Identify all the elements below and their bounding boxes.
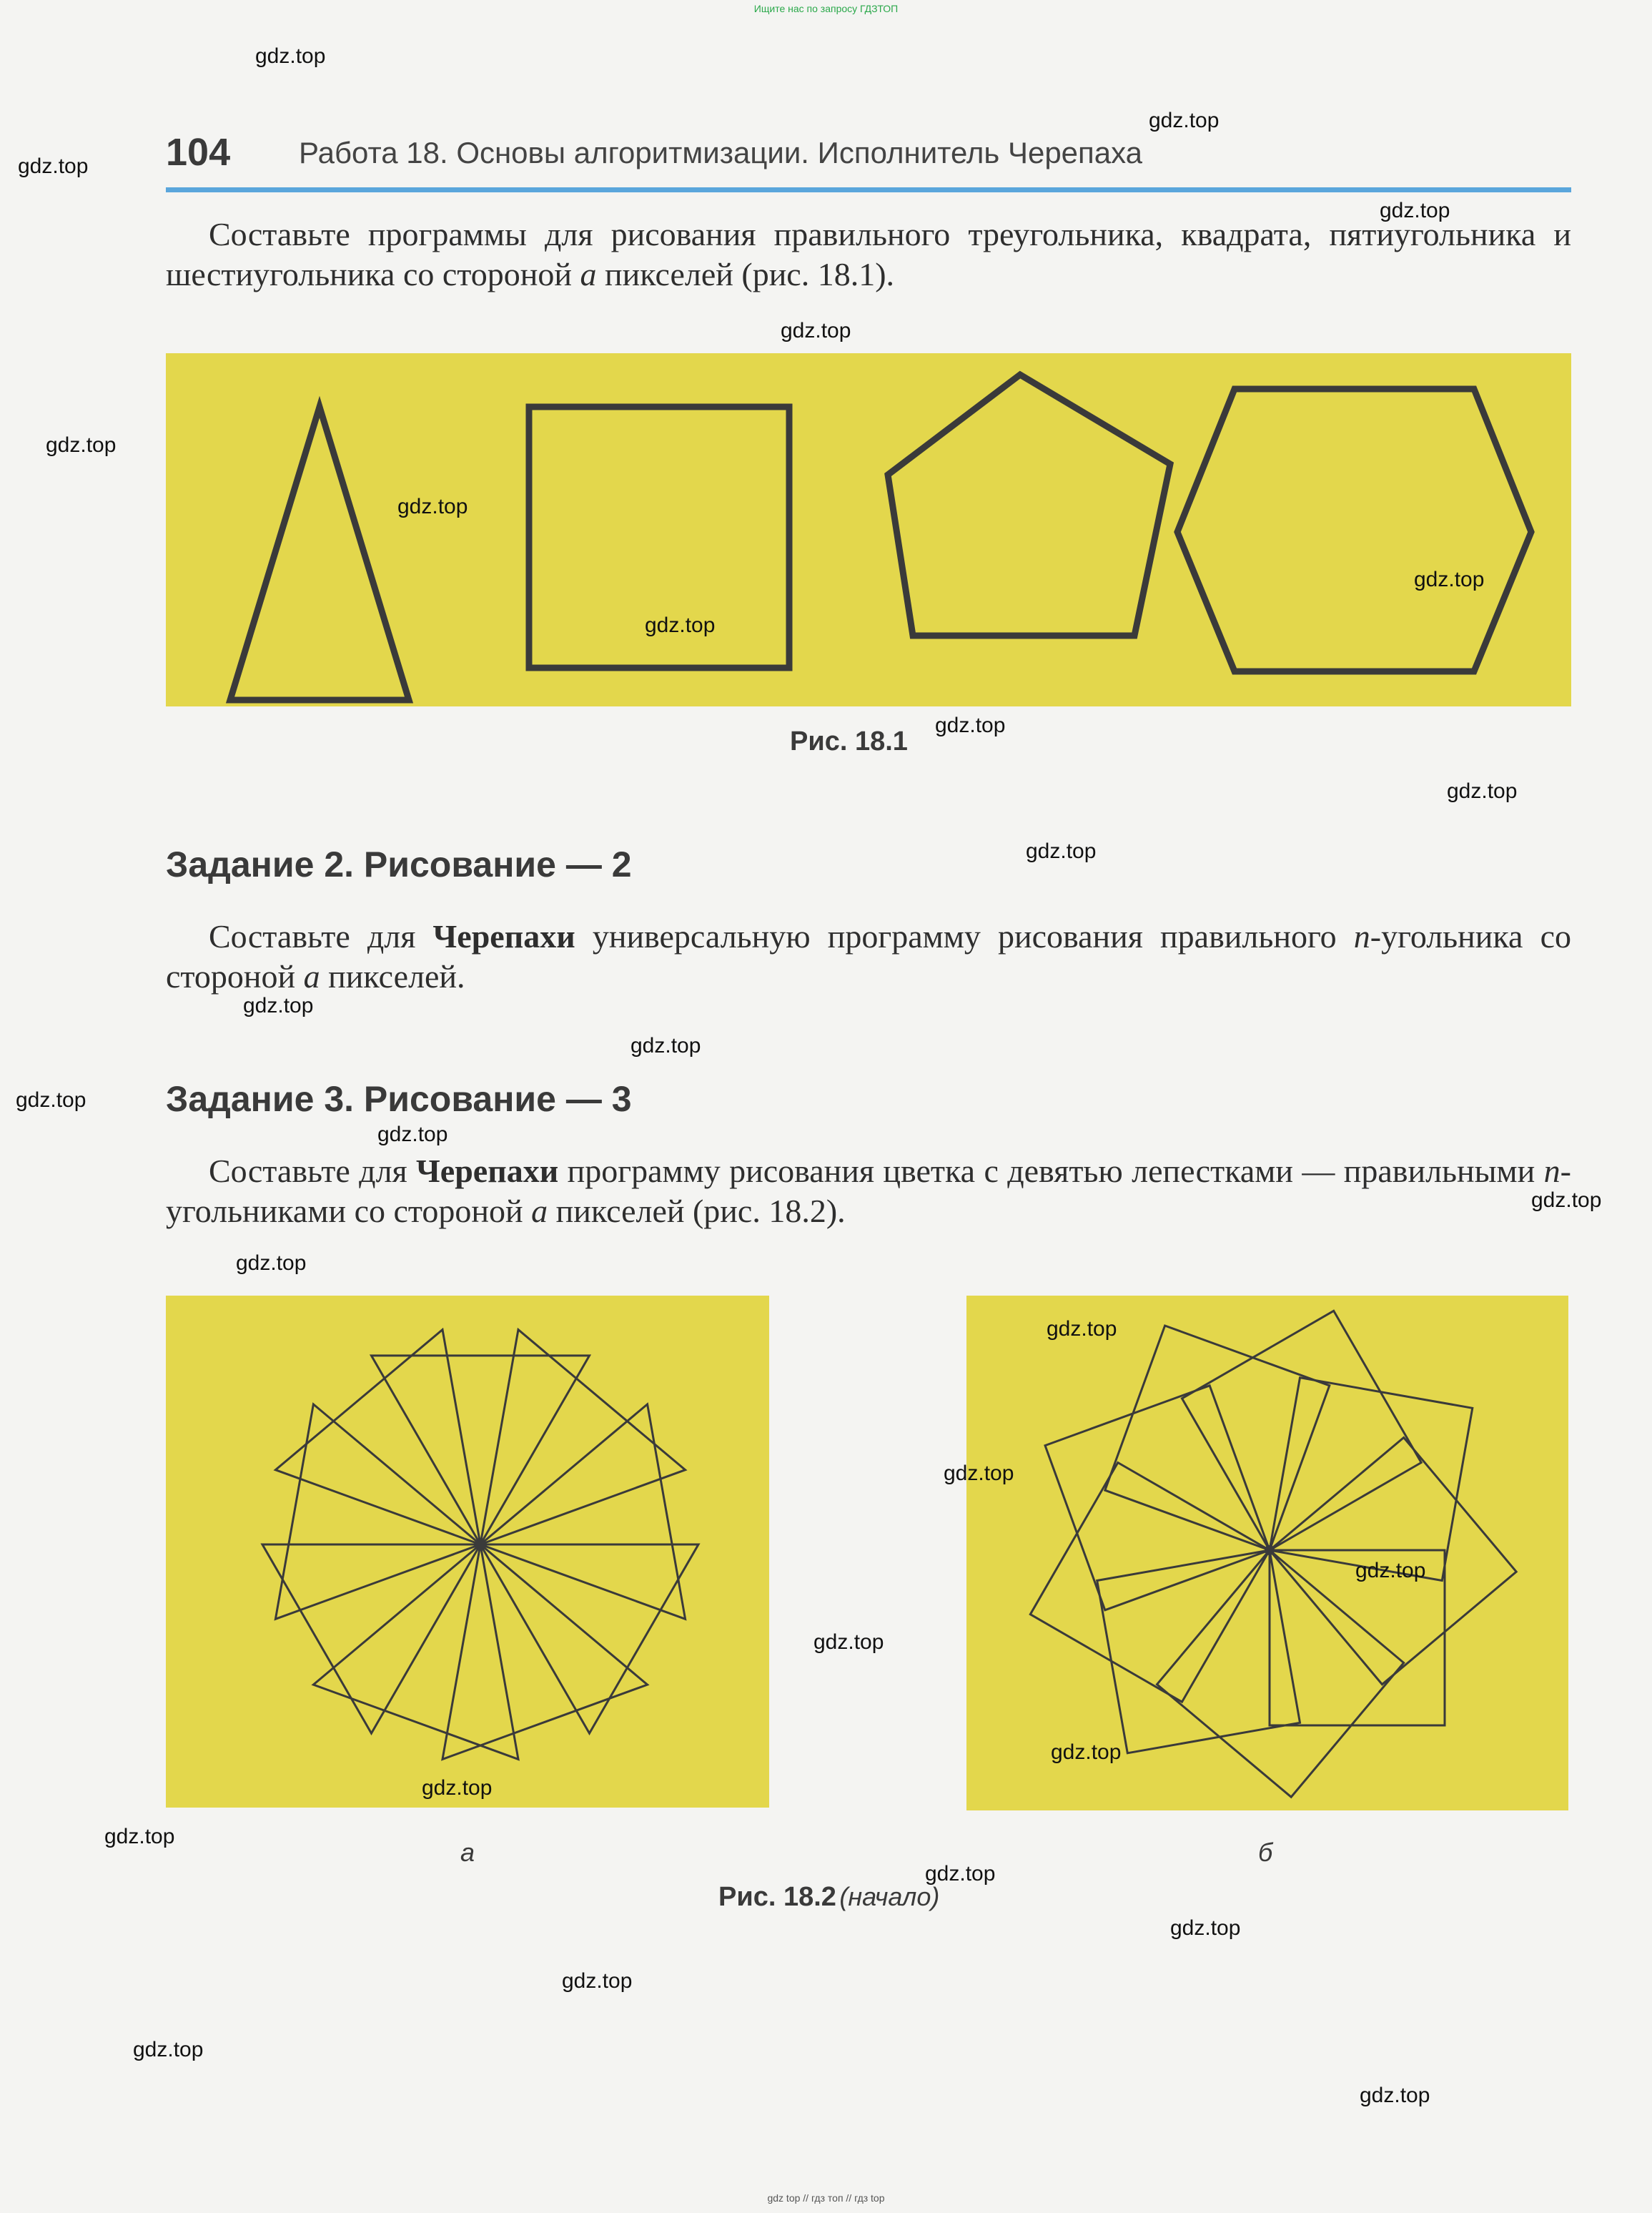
watermark: gdz.top: [1170, 1916, 1241, 1940]
header-rule: [166, 187, 1571, 192]
flower-triangle-petal: [480, 1404, 686, 1619]
flower-triangle-petal: [275, 1330, 480, 1544]
watermark: gdz.top: [935, 714, 1006, 737]
watermark: gdz.top: [255, 44, 326, 68]
task-3-heading: Задание 3. Рисование — 3: [166, 1079, 632, 1119]
flower-square-petal: [1105, 1326, 1330, 1550]
watermark: gdz.top: [133, 2038, 204, 2061]
triangle-shape: [230, 407, 409, 700]
watermark: gdz.top: [243, 994, 314, 1017]
watermark: gdz.top: [16, 1088, 86, 1112]
task-2-paragraph: Составьте для Черепахи универсальную программу рисования правильного n-угольника со стороной a пикселей.: [166, 918, 1571, 995]
flower-center-dot: [1265, 1545, 1275, 1555]
intro-paragraph: Составьте программы для рисования правильного треугольника, квадрата, пятиугольника и шестиугольника со стороной a пикселей (рис. 18.1).: [166, 216, 1571, 292]
watermark: gdz.top: [1047, 1317, 1117, 1341]
watermark: gdz.top: [645, 613, 716, 637]
pentagon-shape: [888, 375, 1170, 636]
figure-18-2-label-b: б: [1258, 1838, 1273, 1867]
top-note: Ищите нас по запросу ГДЗТОП: [753, 3, 899, 14]
hexagon-shape: [1177, 389, 1531, 671]
figure-18-1-panel: [166, 353, 1571, 706]
watermark: gdz.top: [813, 1630, 884, 1654]
flower-square-petal: [1045, 1386, 1270, 1610]
watermark: gdz.top: [1531, 1188, 1602, 1212]
watermark: gdz.top: [236, 1251, 307, 1275]
figure-18-1-caption: Рис. 18.1: [790, 726, 908, 756]
watermark: gdz.top: [1149, 109, 1220, 132]
watermark: gdz.top: [377, 1123, 448, 1146]
watermark: gdz.top: [18, 154, 89, 178]
page-number: 104: [166, 131, 231, 174]
watermark: gdz.top: [422, 1776, 493, 1800]
flower-triangle-petal: [313, 1544, 518, 1759]
figure-18-2a-panel: [166, 1296, 769, 1808]
watermark: gdz.top: [1414, 568, 1485, 591]
flower-center-dot: [475, 1539, 485, 1549]
watermark: gdz.top: [562, 1969, 633, 1993]
figure-18-2-caption: Рис. 18.2 (начало): [718, 1882, 940, 1912]
watermark: gdz.top: [925, 1862, 996, 1886]
watermark: gdz.top: [104, 1825, 175, 1848]
watermark: gdz.top: [944, 1462, 1014, 1485]
watermark: gdz.top: [46, 433, 117, 457]
flower-triangle-petal: [275, 1404, 480, 1619]
flower-square-petal: [1157, 1550, 1404, 1797]
watermark: gdz.top: [1355, 1559, 1426, 1582]
flower-triangles-drawing: [166, 1296, 769, 1808]
watermark: gdz.top: [1026, 839, 1097, 863]
watermark: gdz.top: [1447, 779, 1518, 803]
task-3-paragraph: Составьте для Черепахи программу рисования цветка с девятью лепестками — правильными n-угольниками со стороной a пикселей (рис. 18.2).: [166, 1153, 1571, 1229]
running-title: Работа 18. Основы алгоритмизации. Исполнитель Черепаха: [299, 136, 1143, 169]
flower-square-petal: [1030, 1463, 1270, 1702]
flower-square-petal: [1182, 1311, 1422, 1550]
figure-18-1-shapes: [166, 353, 1571, 706]
figure-18-2-label-a: а: [460, 1838, 475, 1867]
flower-squares-drawing: [966, 1296, 1568, 1810]
flower-triangle-petal: [480, 1330, 686, 1544]
watermark: gdz.top: [630, 1034, 701, 1058]
figure-18-2b-panel: [966, 1296, 1568, 1810]
watermark: gdz.top: [1380, 199, 1450, 222]
flower-triangle-petal: [442, 1544, 648, 1759]
watermark: gdz.top: [397, 495, 468, 518]
task-2-heading: Задание 2. Рисование — 2: [166, 844, 632, 884]
watermark: gdz.top: [781, 319, 851, 342]
bottom-note: gdz top // гдз топ // гдз top: [767, 2192, 885, 2204]
watermark: gdz.top: [1051, 1740, 1122, 1764]
watermark: gdz.top: [1360, 2084, 1430, 2107]
